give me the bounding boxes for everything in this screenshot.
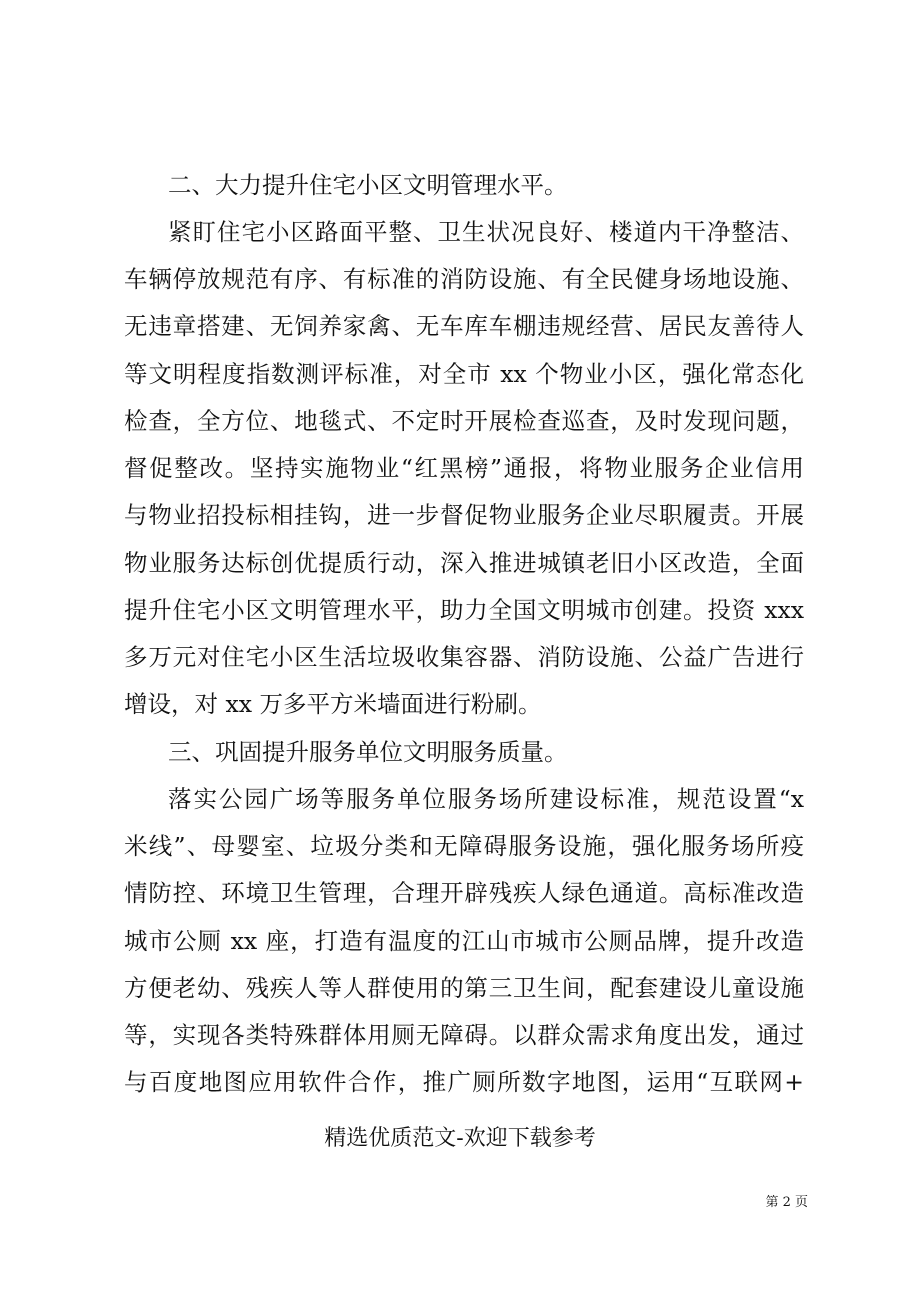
paragraph-line: 检查，全方位、地毯式、不定时开展检查巡查，及时发现问题， bbox=[124, 407, 804, 435]
section-heading-2: 二、大力提升住宅小区文明管理水平。 bbox=[168, 171, 568, 199]
paragraph-line: 多万元对住宅小区生活垃圾收集容器、消防设施、公益广告进行 bbox=[124, 643, 804, 671]
paragraph-line: 与百度地图应用软件合作，推广厕所数字地图，运用“互联网+ bbox=[124, 1068, 804, 1096]
paragraph-line: 紧盯住宅小区路面平整、卫生状况良好、楼道内干净整洁、 bbox=[168, 218, 804, 246]
paragraph-line: 米线”、母婴室、垃圾分类和无障碍服务设施，强化服务场所疫 bbox=[124, 832, 804, 860]
paragraph-line: 车辆停放规范有序、有标准的消防设施、有全民健身场地设施、 bbox=[124, 265, 804, 293]
paragraph-line: 督促整改。坚持实施物业“红黑榜”通报，将物业服务企业信用 bbox=[124, 454, 804, 482]
paragraph-line: 方便老幼、残疾人等人群使用的第三卫生间，配套建设儿童设施 bbox=[124, 974, 804, 1002]
section-heading-3: 三、巩固提升服务单位文明服务质量。 bbox=[168, 738, 568, 766]
paragraph-line: 无违章搭建、无饲养家禽、无车库车棚违规经营、居民友善待人 bbox=[124, 312, 804, 340]
paragraph-line: 等文明程度指数测评标准，对全市 xx 个物业小区，强化常态化 bbox=[124, 360, 804, 388]
paragraph-line: 增设，对 xx 万多平方米墙面进行粉刷。 bbox=[124, 690, 542, 718]
paragraph-line: 物业服务达标创优提质行动，深入推进城镇老旧小区改造，全面 bbox=[124, 549, 804, 577]
paragraph-line: 情防控、环境卫生管理，合理开辟残疾人绿色通道。高标准改造 bbox=[124, 879, 804, 907]
page-number: 第 2 页 bbox=[765, 1195, 808, 1210]
paragraph-line: 落实公园广场等服务单位服务场所建设标准，规范设置“x bbox=[168, 785, 804, 813]
paragraph-line: 提升住宅小区文明管理水平，助力全国文明城市创建。投资 xxx bbox=[124, 596, 804, 624]
paragraph-line: 城市公厕 xx 座，打造有温度的江山市城市公厕品牌，提升改造 bbox=[124, 927, 804, 955]
paragraph-line: 与物业招投标相挂钩，进一步督促物业服务企业尽职履责。开展 bbox=[124, 501, 804, 529]
footer-text: 精选优质范文-欢迎下载参考 bbox=[324, 1126, 596, 1151]
paragraph-line: 等，实现各类特殊群体用厕无障碍。以群众需求角度出发，通过 bbox=[124, 1021, 804, 1049]
